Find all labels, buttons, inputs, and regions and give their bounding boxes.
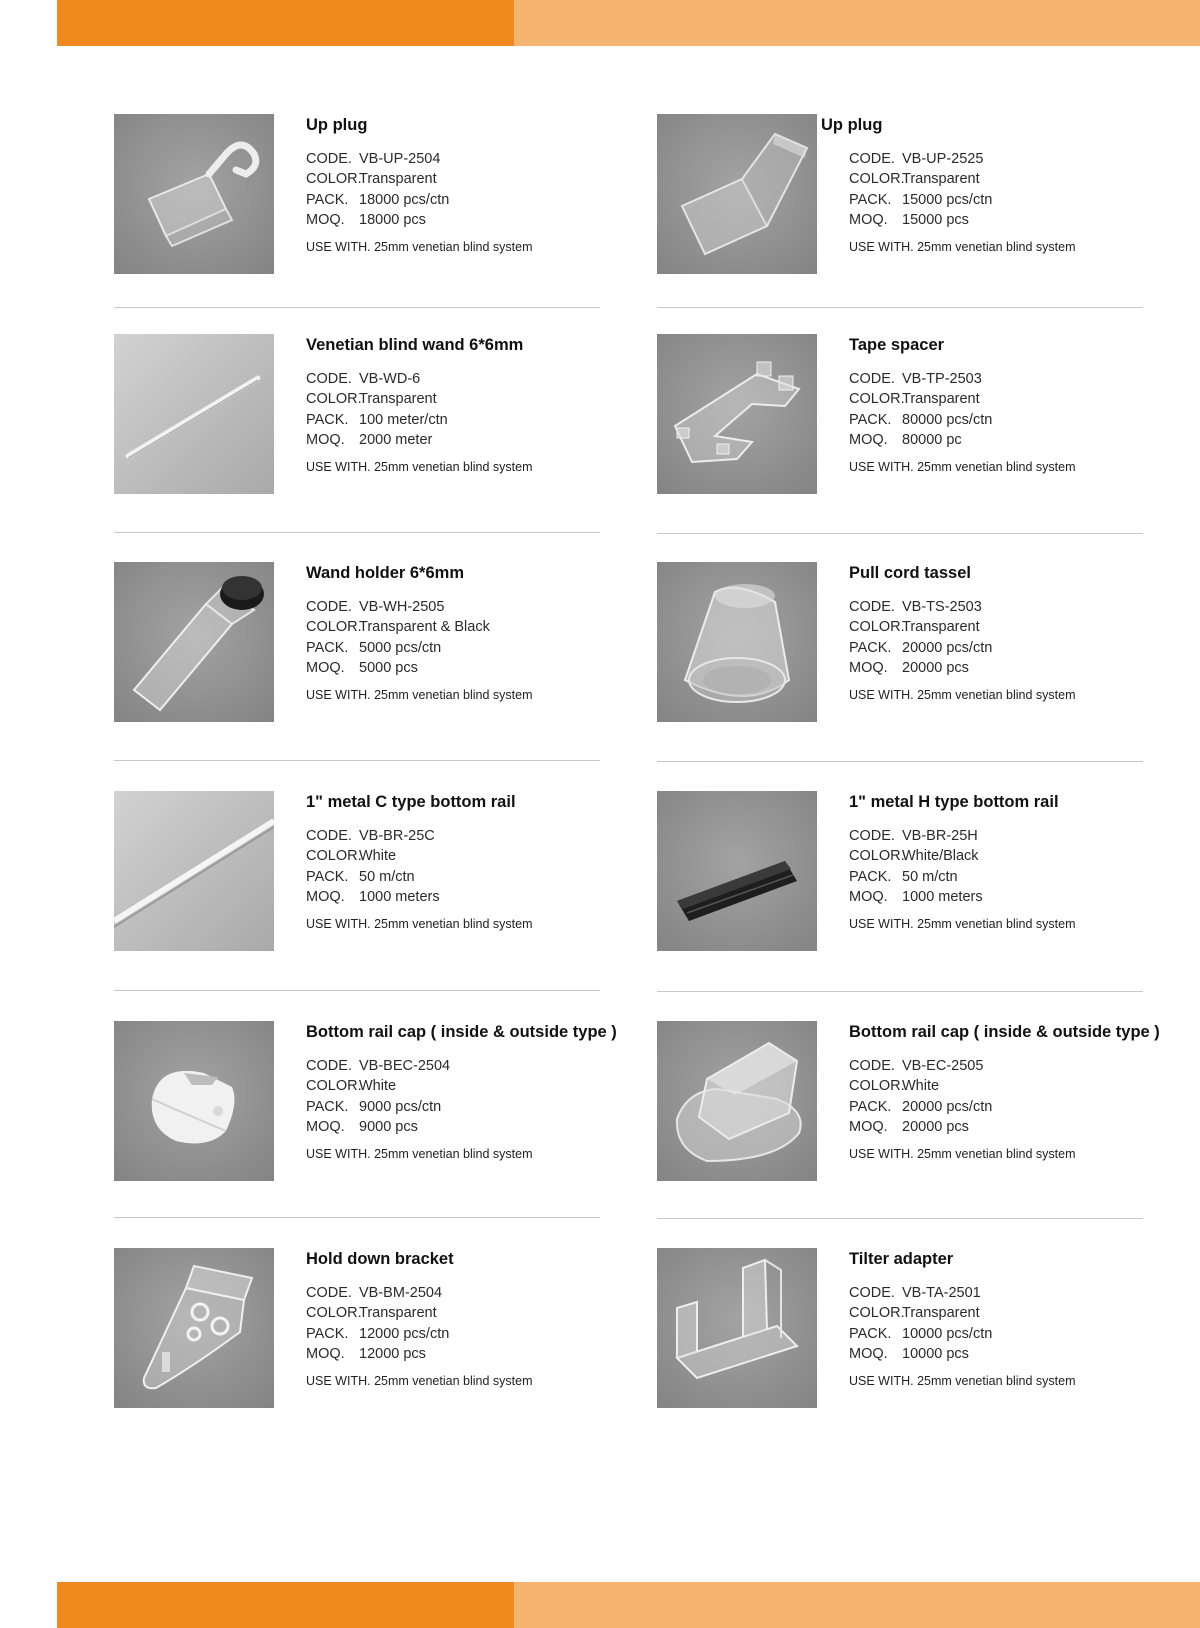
product-use-with: USE WITH. 25mm venetian blind system — [306, 240, 533, 255]
product-photo — [657, 1021, 817, 1181]
product-color: Transparent — [902, 171, 980, 188]
product-pack: 50 m/ctn — [902, 868, 958, 885]
product-code: VB-BR-25H — [902, 828, 978, 844]
product-moq: 80000 pc — [902, 431, 962, 448]
product-code: VB-UP-2525 — [902, 151, 984, 167]
product-moq: 10000 pcs — [902, 1345, 969, 1362]
product-title: Bottom rail cap ( inside & outside type ) — [306, 1023, 617, 1041]
tassel-icon — [657, 562, 817, 722]
product-card-up-plug-2525: Up plug CODE. VB-UP-2525 COLOR. Transparent PACK. 15000 pcs/ctn MOQ. 15000 pcs USE WITH. 25mm venetian blind system — [657, 114, 1177, 274]
product-card-wand-holder: Wand holder 6*6mm CODE. VB-WH-2505 COLOR. Transparent & Black PACK. 5000 pcs/ctn MOQ. 5000 pcs USE WITH. 25mm venetian blind system — [114, 562, 634, 722]
c-rail-icon — [114, 791, 274, 951]
top-color-band — [57, 0, 1200, 46]
product-moq: 5000 pcs — [359, 659, 418, 676]
top-band-dark — [57, 0, 514, 46]
product-pack: 50 m/ctn — [359, 868, 415, 885]
product-title: Tape spacer — [849, 336, 945, 354]
product-use-with: USE WITH. 25mm venetian blind system — [849, 1374, 1076, 1389]
wand-holder-icon — [114, 562, 274, 722]
product-photo — [657, 334, 817, 494]
divider — [657, 1218, 1143, 1219]
product-code: VB-TA-2501 — [902, 1285, 981, 1301]
product-code: VB-TP-2503 — [902, 371, 982, 387]
divider — [114, 307, 600, 308]
rail-cap-outside-icon — [657, 1021, 817, 1181]
product-photo — [657, 791, 817, 951]
product-photo — [114, 1021, 274, 1181]
product-title: Bottom rail cap ( inside & outside type ) — [849, 1023, 1160, 1041]
product-use-with: USE WITH. 25mm venetian blind system — [306, 688, 533, 703]
product-moq: 12000 pcs — [359, 1345, 426, 1362]
product-color: White/Black — [902, 848, 979, 865]
divider — [114, 990, 600, 991]
product-card-tilter-adapter: Tilter adapter CODE. VB-TA-2501 COLOR. Transparent PACK. 10000 pcs/ctn MOQ. 10000 pcs USE WITH. 25mm venetian blind system — [657, 1248, 1177, 1408]
product-title: Tilter adapter — [849, 1250, 954, 1268]
product-color: White — [902, 1078, 940, 1095]
divider — [657, 991, 1143, 992]
product-pack: 15000 pcs/ctn — [902, 191, 993, 208]
product-color: Transparent & Black — [359, 619, 490, 636]
product-use-with: USE WITH. 25mm venetian blind system — [306, 1374, 533, 1389]
product-title: Up plug — [306, 116, 368, 134]
product-card-tape-spacer: Tape spacer CODE. VB-TP-2503 COLOR. Transparent PACK. 80000 pcs/ctn MOQ. 80000 pc USE WITH. 25mm venetian blind system — [657, 334, 1177, 494]
product-use-with: USE WITH. 25mm venetian blind system — [306, 917, 533, 932]
bottom-band-dark — [57, 1582, 514, 1628]
product-title: Hold down bracket — [306, 1250, 454, 1268]
product-use-with: USE WITH. 25mm venetian blind system — [849, 688, 1076, 703]
product-photo — [114, 114, 274, 274]
hold-down-bracket-icon — [114, 1248, 274, 1408]
product-card-up-plug-2504: Up plug CODE. VB-UP-2504 COLOR. Transparent PACK. 18000 pcs/ctn MOQ. 18000 pcs USE WITH. 25mm venetian blind system — [114, 114, 634, 274]
product-photo — [657, 114, 817, 274]
product-pack: 18000 pcs/ctn — [359, 191, 450, 208]
product-code: VB-WD-6 — [359, 371, 421, 387]
product-code: VB-TS-2503 — [902, 599, 982, 615]
product-use-with: USE WITH. 25mm venetian blind system — [306, 460, 533, 475]
product-color: Transparent — [359, 391, 437, 408]
product-pack: 10000 pcs/ctn — [902, 1325, 993, 1342]
product-code: VB-BR-25C — [359, 828, 435, 844]
product-moq: 15000 pcs — [902, 211, 969, 228]
product-card-tassel: Pull cord tassel CODE. VB-TS-2503 COLOR. Transparent PACK. 20000 pcs/ctn MOQ. 20000 pcs USE WITH. 25mm venetian blind system — [657, 562, 1177, 722]
product-moq: 18000 pcs — [359, 211, 426, 228]
product-photo — [114, 562, 274, 722]
tape-spacer-icon — [657, 334, 817, 494]
product-pack: 80000 pcs/ctn — [902, 411, 993, 428]
product-photo — [114, 791, 274, 951]
product-code: VB-BEC-2504 — [359, 1058, 451, 1074]
product-color: Transparent — [902, 619, 980, 636]
product-moq: 9000 pcs — [359, 1118, 418, 1135]
product-use-with: USE WITH. 25mm venetian blind system — [849, 240, 1076, 255]
product-moq: 2000 meter — [359, 431, 433, 448]
product-title: Venetian blind wand 6*6mm — [306, 336, 524, 354]
product-photo — [114, 1248, 274, 1408]
product-use-with: USE WITH. 25mm venetian blind system — [849, 1147, 1076, 1162]
square-plug-icon — [657, 114, 817, 274]
tilter-adapter-icon — [657, 1248, 817, 1408]
divider — [114, 1217, 600, 1218]
product-card-hold-down-bracket: Hold down bracket CODE. VB-BM-2504 COLOR. Transparent PACK. 12000 pcs/ctn MOQ. 12000 pcs USE WITH. 25mm venetian blind system — [114, 1248, 634, 1408]
product-pack: 100 meter/ctn — [359, 411, 448, 428]
rail-cap-inside-icon — [114, 1021, 274, 1181]
product-moq: 20000 pcs — [902, 659, 969, 676]
divider — [114, 760, 600, 761]
product-pack: 20000 pcs/ctn — [902, 1098, 993, 1115]
divider — [657, 307, 1143, 308]
product-title: 1" metal H type bottom rail — [849, 793, 1059, 811]
hook-plug-icon — [114, 114, 274, 274]
product-color: White — [359, 848, 397, 865]
product-color: Transparent — [902, 1305, 980, 1322]
product-photo — [657, 1248, 817, 1408]
h-rail-icon — [657, 791, 817, 951]
product-code: VB-BM-2504 — [359, 1285, 443, 1301]
bottom-band-light — [514, 1582, 1200, 1628]
product-card-h-rail: 1" metal H type bottom rail CODE. VB-BR-25H COLOR. White/Black PACK. 50 m/ctn MOQ. 1000 meters USE WITH. 25mm venetian blind system — [657, 791, 1177, 951]
product-code: VB-EC-2505 — [902, 1058, 984, 1074]
product-photo — [657, 562, 817, 722]
product-pack: 5000 pcs/ctn — [359, 639, 442, 656]
product-color: Transparent — [359, 171, 437, 188]
product-use-with: USE WITH. 25mm venetian blind system — [849, 917, 1076, 932]
product-moq: 1000 meters — [359, 888, 440, 905]
product-title: Wand holder 6*6mm — [306, 564, 464, 582]
product-moq: 1000 meters — [902, 888, 983, 905]
product-code: VB-WH-2505 — [359, 599, 445, 615]
divider — [657, 533, 1143, 534]
product-title: Pull cord tassel — [849, 564, 971, 582]
product-moq: 20000 pcs — [902, 1118, 969, 1135]
divider — [657, 761, 1143, 762]
bottom-color-band — [57, 1582, 1200, 1628]
product-use-with: USE WITH. 25mm venetian blind system — [306, 1147, 533, 1162]
divider — [114, 532, 600, 533]
product-title: 1" metal C type bottom rail — [306, 793, 516, 811]
product-card-wand: Venetian blind wand 6*6mm CODE. VB-WD-6 COLOR. Transparent PACK. 100 meter/ctn MOQ. 2000 meter USE WITH. 25mm venetian blind system — [114, 334, 634, 494]
product-pack: 20000 pcs/ctn — [902, 639, 993, 656]
product-card-rail-cap-2505: Bottom rail cap ( inside & outside type ) CODE. VB-EC-2505 COLOR. White PACK. 20000 pcs/ctn MOQ. 20000 pcs USE WITH. 25mm venetian blind system — [657, 1021, 1177, 1181]
top-band-light — [514, 0, 1200, 46]
product-use-with: USE WITH. 25mm venetian blind system — [849, 460, 1076, 475]
product-code: VB-UP-2504 — [359, 151, 441, 167]
product-photo — [114, 334, 274, 494]
product-card-rail-cap-2504: Bottom rail cap ( inside & outside type ) CODE. VB-BEC-2504 COLOR. White PACK. 9000 pcs/ctn MOQ. 9000 pcs USE WITH. 25mm venetian blind system — [114, 1021, 634, 1181]
wand-rod-icon — [114, 334, 274, 494]
product-color: White — [359, 1078, 397, 1095]
product-pack: 12000 pcs/ctn — [359, 1325, 450, 1342]
product-pack: 9000 pcs/ctn — [359, 1098, 442, 1115]
product-card-c-rail: 1" metal C type bottom rail CODE. VB-BR-25C COLOR. White PACK. 50 m/ctn MOQ. 1000 meters USE WITH. 25mm venetian blind system — [114, 791, 634, 951]
product-title: Up plug — [821, 116, 883, 134]
product-color: Transparent — [359, 1305, 437, 1322]
product-color: Transparent — [902, 391, 980, 408]
